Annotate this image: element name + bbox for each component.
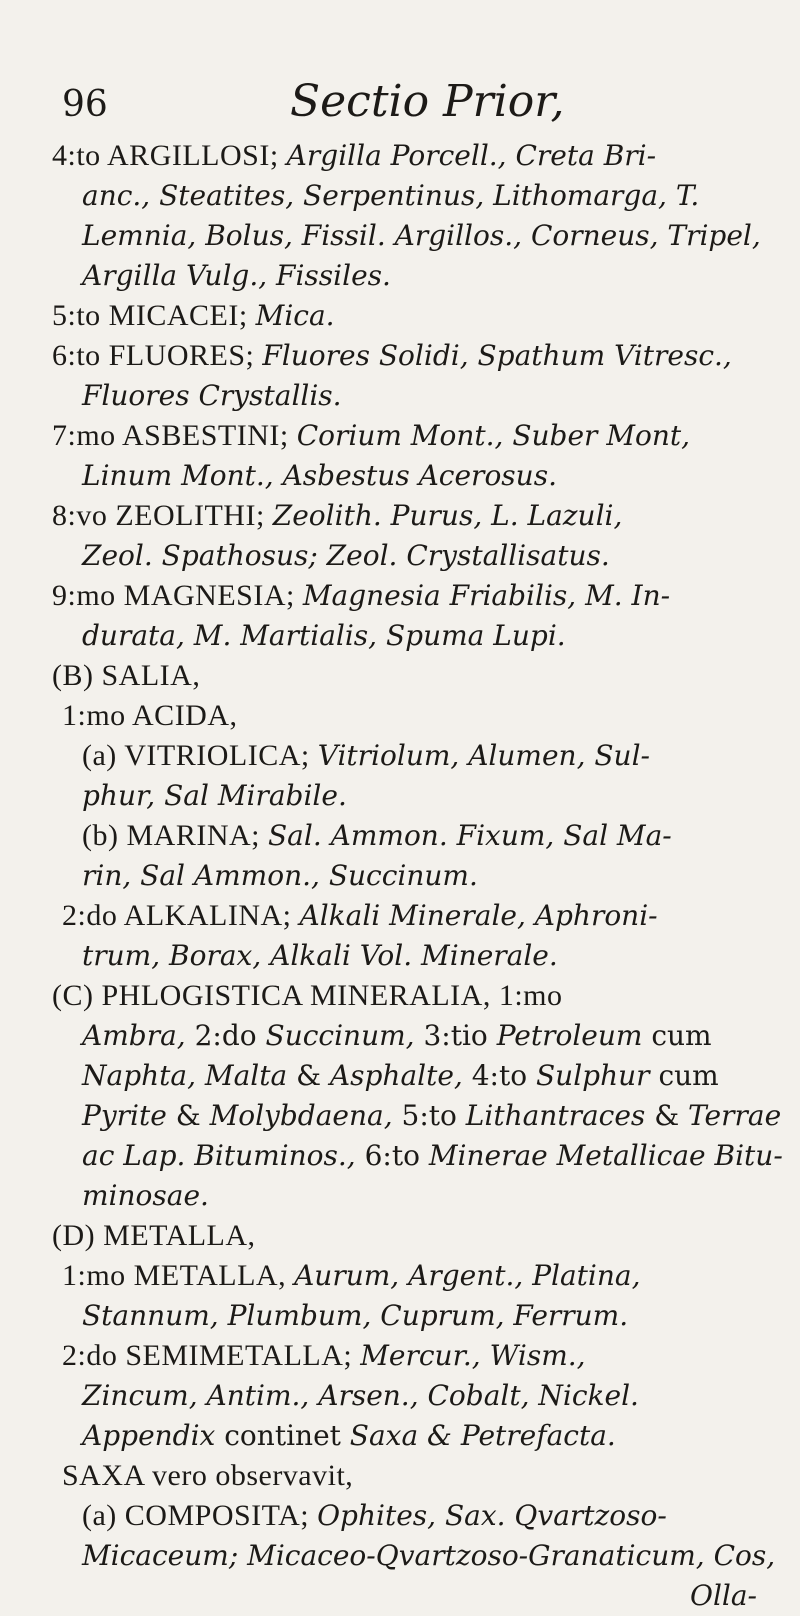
text-segment: Lithantraces [465,1099,655,1132]
text-line [62,1336,586,1376]
text-segment: Succinum, [265,1019,424,1052]
text-segment: Aurum, Argent., Platina, [294,1259,641,1292]
text-segment: trum, Borax, Alkali Vol. Minerale. [82,939,558,972]
text-segment: 4:to ARGILLOSI; [52,139,287,172]
text-segment: ac Lap. Bituminos., [82,1139,365,1172]
text-line [82,856,478,896]
text-line [82,1016,712,1056]
text-segment: Mica. [255,299,335,332]
text-line [52,416,690,456]
text-segment: Argilla Vulg., Fissiles. [82,259,391,292]
text-line [82,1096,781,1136]
text-segment: Petroleum [496,1019,652,1052]
text-line [52,336,732,376]
text-line [82,736,650,776]
text-segment: Naphta, Malta [82,1059,297,1092]
text-segment: Argilla Porcell., Creta Bri- [286,139,657,172]
text-line [82,1056,719,1096]
text-segment: Ophites, Sax. Qvartzoso- [317,1499,667,1532]
text-segment: Appendix [82,1419,225,1452]
text-segment: Zincum, Antim., Arsen., Cobalt, Nickel. [82,1379,639,1412]
text-line [52,1216,256,1256]
text-segment: Linum Mont., Asbestus Acerosus. [82,459,557,492]
text-segment: & [296,1059,330,1092]
text-segment: durata, M. Martialis, Spuma Lupi. [82,619,566,652]
text-line [52,656,200,696]
text-line [52,496,622,536]
text-segment: Sal. Ammon. Fixum, Sal Ma- [268,819,672,852]
text-line [82,176,699,216]
text-segment: cum [651,1019,712,1052]
text-segment: phur, Sal Mirabile. [82,779,347,812]
text-line [82,376,342,416]
text-line [62,896,658,936]
text-line [82,816,672,856]
text-line [82,776,347,816]
text-line [82,616,566,656]
text-line [52,296,335,336]
text-segment: Mercur., Wism., [360,1339,586,1372]
text-segment: Fluores Solidi, Spathum Vitresc., [262,339,732,372]
text-segment: Molybdaena, [209,1099,402,1132]
text-segment: (a) COMPOSITA; [82,1499,318,1532]
text-segment: 2:do SEMIMETALLA; [62,1339,361,1372]
text-segment: 6:to [364,1139,429,1172]
text-segment: 1:mo METALLA, [62,1259,295,1292]
text-segment: 2:do [194,1019,266,1052]
text-line [62,1256,641,1296]
text-segment: Corium Mont., Suber Mont, [296,419,691,452]
text-line [82,256,391,296]
text-segment: Lemnia, Bolus, Fissil. Argillos., Corneus, Tripel, [82,219,761,252]
text-segment: 5:to MICACEI; [52,299,256,332]
text-line [62,696,238,736]
text-segment: Olla- [690,1579,758,1612]
text-line [82,936,558,976]
text-segment: Magnesia Friabilis, M. In- [302,579,671,612]
text-segment: minosae. [82,1179,209,1212]
text-segment: rin, Sal Ammon., Succinum. [82,859,478,892]
text-segment: Sulphur [535,1059,659,1092]
text-segment: (a) VITRIOLICA; [82,739,318,772]
text-segment: Zeol. Spathosus; Zeol. Crystallisatus. [82,539,610,572]
text-line [690,1576,757,1616]
text-line [52,576,670,616]
text-line [62,1456,353,1496]
text-line [82,1296,628,1336]
text-line [82,1496,667,1536]
running-head [0,70,800,130]
text-segment: (D) METALLA, [52,1219,256,1252]
text-segment: (B) SALIA, [52,659,201,692]
text-segment: 9:mo MAGNESIA; [52,579,303,612]
text-segment: (C) PHLOGISTICA MINERALIA, 1:mo [52,979,563,1012]
text-segment: Asphalte, [329,1059,472,1092]
text-segment: Alkali Minerale, Aphroni- [299,899,658,932]
section-title: Sectio Prior, [290,76,565,127]
text-segment: Saxa & Petrefacta. [349,1419,616,1452]
text-line [82,1416,616,1456]
text-segment: 1:mo ACIDA, [62,699,238,732]
text-line [52,136,656,176]
text-line [82,1376,639,1416]
text-line [82,456,557,496]
text-segment: Minerae Metallicae Bitu- [428,1139,783,1172]
text-segment: & [654,1099,689,1132]
page-number: 96 [62,84,108,125]
text-segment: Ambra, [82,1019,195,1052]
text-segment: 2:do ALKALINA; [62,899,300,932]
text-segment: SAXA vero observavit, [62,1459,354,1492]
text-line [82,1176,209,1216]
text-segment: 3:tio [423,1019,497,1052]
text-segment: anc., Steatites, Serpentinus, Lithomarga, T. [82,179,700,212]
text-segment: 5:to [401,1099,466,1132]
text-line [82,1536,775,1576]
text-segment: (b) MARINA; [82,819,268,852]
text-segment: Terrae [688,1099,782,1132]
text-segment: 8:vo ZEOLITHI; [52,499,273,532]
text-segment: Fluores Crystallis. [82,379,342,412]
text-segment: 7:mo ASBESTINI; [52,419,297,452]
text-segment: 4:to [471,1059,536,1092]
text-line [52,976,563,1016]
text-line [82,216,761,256]
text-line [82,1136,783,1176]
text-segment: Micaceum; Micaceo-Qvartzoso-Granaticum, Cos, [82,1539,776,1572]
text-line [82,536,610,576]
text-segment: 6:to FLUORES; [52,339,263,372]
text-segment: & [175,1099,210,1132]
text-segment: Stannum, Plumbum, Cuprum, Ferrum. [82,1299,629,1332]
text-segment: Zeolith. Purus, L. Lazuli, [272,499,623,532]
text-segment: Pyrite [82,1099,176,1132]
text-segment: continet [224,1419,350,1452]
text-segment: cum [658,1059,719,1092]
text-segment: Vitriolum, Alumen, Sul- [317,739,651,772]
